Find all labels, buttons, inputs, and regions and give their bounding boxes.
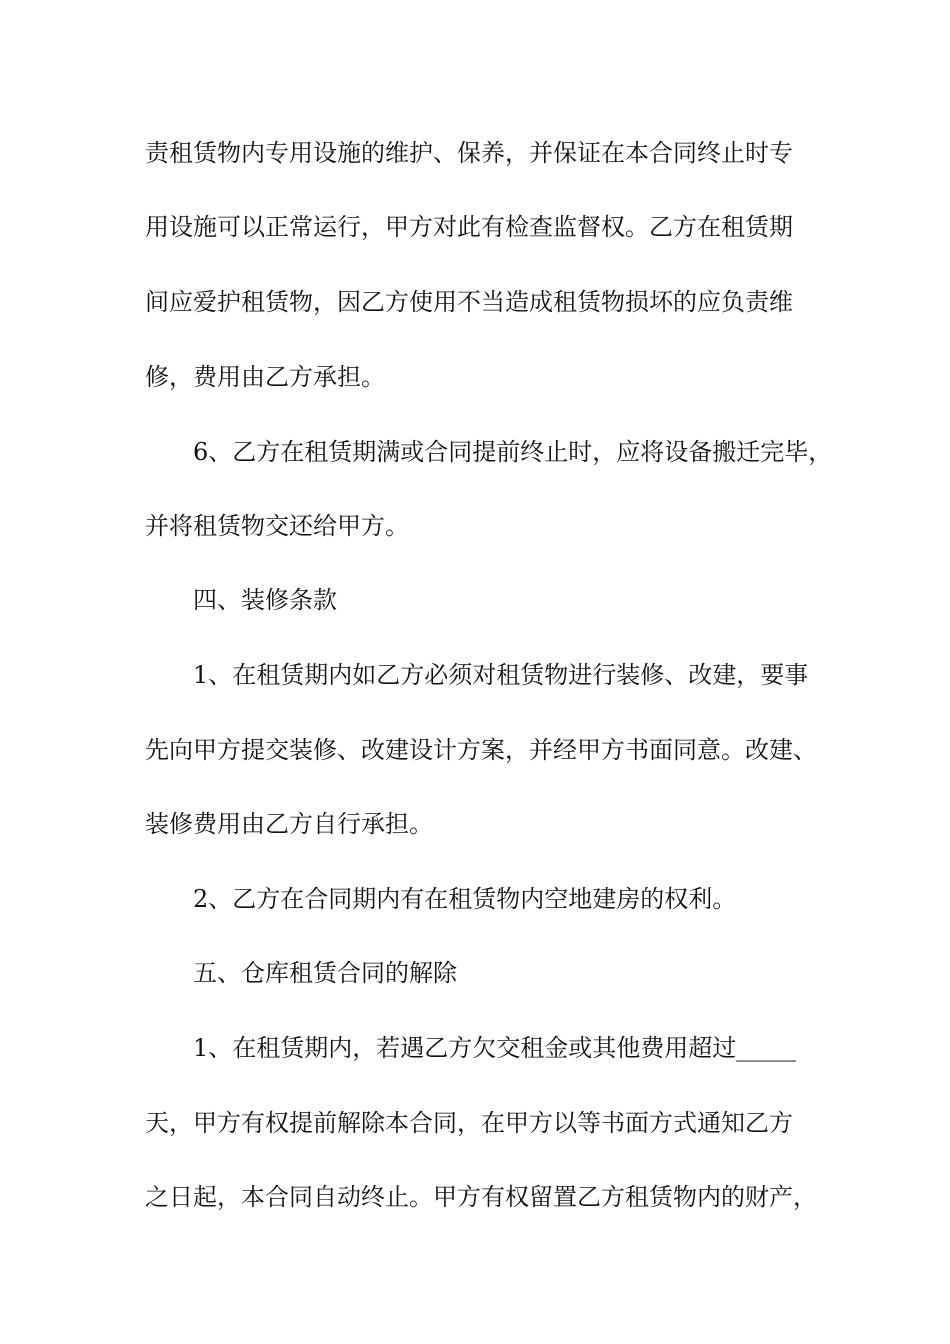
text-line: 天，甲方有权提前解除本合同，在甲方以等书面方式通知乙方 — [145, 1109, 793, 1137]
paragraph-item-1: 1、在租赁期内如乙方必须对租赁物进行装修、改建，要事 — [193, 661, 809, 689]
section-heading-renovation: 四、装修条款 — [193, 586, 337, 614]
text-line: 并将租赁物交还给甲方。 — [145, 512, 409, 540]
text-line: 责租赁物内专用设施的维护、保养，并保证在本合同终止时专 — [145, 139, 793, 167]
text-line: 先向甲方提交装修、改建设计方案，并经甲方书面同意。改建、 — [145, 736, 817, 764]
paragraph-item-6: 6、乙方在租赁期满或合同提前终止时，应将设备搬迁完毕， — [193, 438, 833, 466]
text-line: 用设施可以正常运行，甲方对此有检查监督权。乙方在租赁期 — [145, 213, 793, 241]
paragraph-item-1-termination: 1、在租赁期内，若遇乙方欠交租金或其他费用超过_____ — [193, 1034, 797, 1062]
paragraph-item-2: 2、乙方在合同期内有在租赁物内空地建房的权利。 — [193, 885, 737, 913]
text-line: 间应爱护租赁物，因乙方使用不当造成租赁物损坏的应负责维 — [145, 288, 793, 316]
text-line: 之日起，本合同自动终止。甲方有权留置乙方租赁物内的财产， — [145, 1183, 817, 1211]
text-line: 修，费用由乙方承担。 — [145, 363, 385, 391]
text-line: 装修费用由乙方自行承担。 — [145, 810, 433, 838]
section-heading-termination: 五、仓库租赁合同的解除 — [193, 959, 457, 987]
